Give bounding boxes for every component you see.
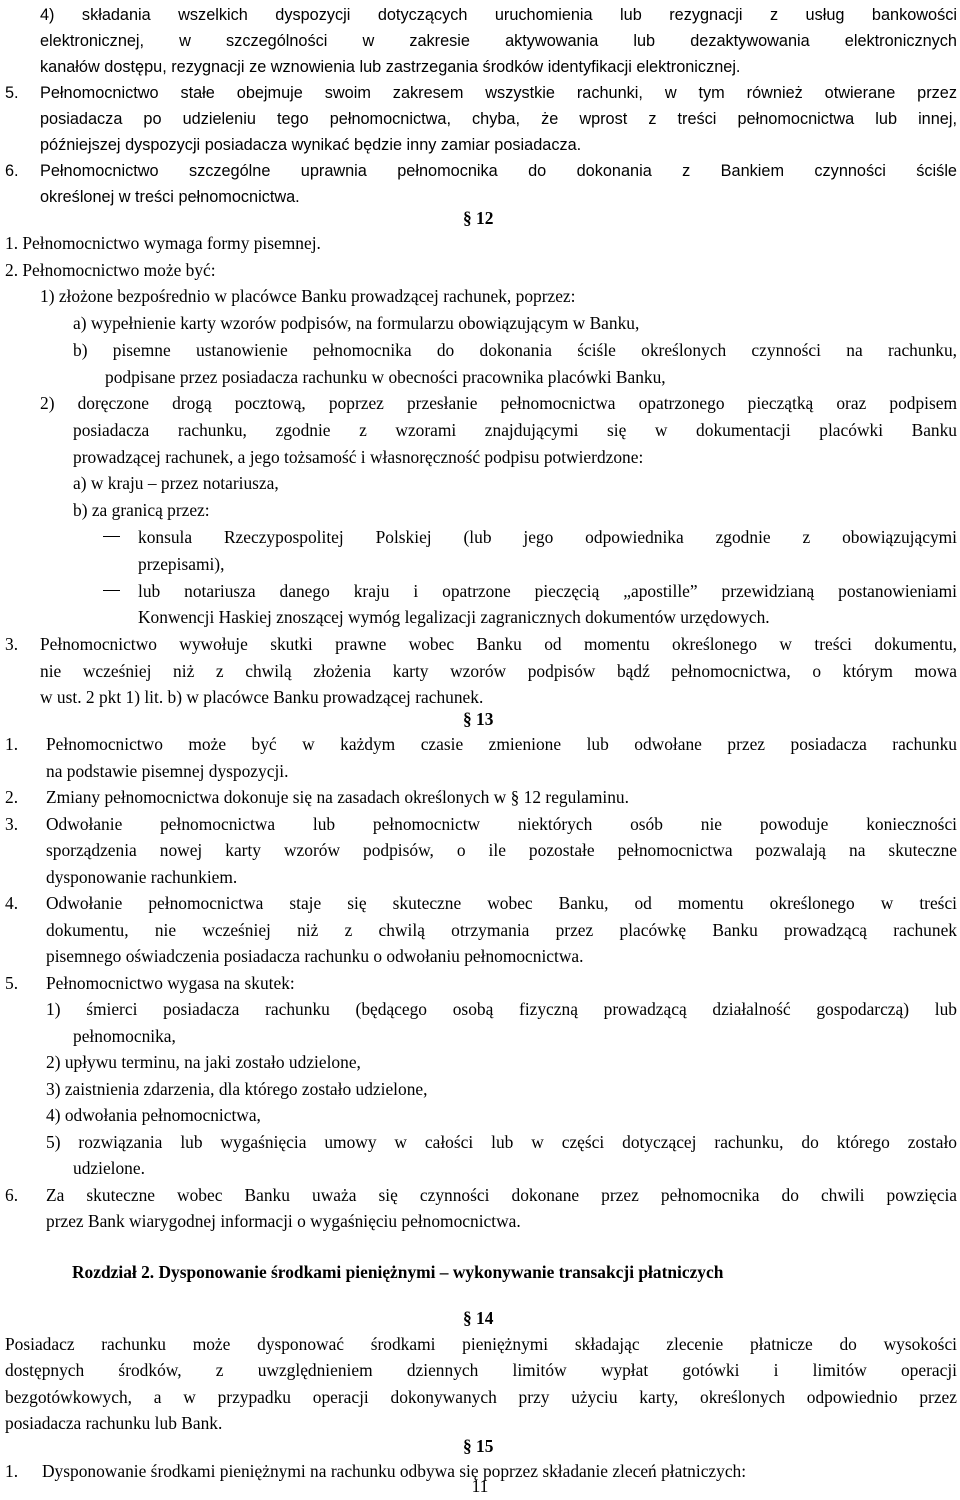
s13-item-5-number: 5. — [5, 973, 19, 993]
s12-item-2: 2. Pełnomocnictwo może być: — [5, 260, 216, 280]
s12-item-3-line-1: Pełnomocnictwo wywołuje skutki prawne wobec Banku od momentu określonego w treści dokumentu, — [40, 634, 957, 654]
item-6-line-2: określonej w treści pełnomocnictwa. — [40, 188, 300, 206]
s12-dash-1-line-2: przepisami), — [138, 554, 225, 574]
para-top-line-3: kanałów dostępu, rezygnacji ze wznowienia lub zastrzegania środków identyfikacji elektronicznej. — [40, 58, 741, 76]
s12-item-1: 1. Pełnomocnictwo wymaga formy pisemnej. — [5, 233, 321, 253]
s13-item-5-1-line-1: 1) śmierci posiadacza rachunku (będącego osobą fizyczną prowadzącą działalność gospodarczą) lub — [46, 999, 957, 1019]
para-top-line-1: 4) składania wszelkich dyspozycji dotyczących uruchomienia lub rezygnacji z usług bankowości — [40, 6, 957, 24]
s13-item-4-number: 4. — [5, 893, 19, 913]
s13-item-5-4: 4) odwołania pełnomocnictwa, — [46, 1105, 261, 1125]
section-14-heading: § 14 — [463, 1308, 494, 1328]
s13-item-6-line-1: Za skuteczne wobec Banku uważa się czynności dokonane przez pełnomocnika do chwili powzięcia — [46, 1185, 957, 1205]
s13-item-3-line-2: sporządzenia nowej karty wzorów podpisów, o ile pozostałe pełnomocnictwa pozwalają na skuteczne — [46, 840, 957, 860]
section-sign-icon: § — [510, 787, 520, 807]
s13-item-5-5-line-2: udzielone. — [73, 1158, 145, 1178]
s12-dash-2-line-2: Konwencji Haskiej znoszącej wymóg legalizacji zagranicznych dokumentów urzędowych. — [138, 607, 770, 627]
dash-bullet-1 — [103, 536, 120, 537]
item-5-number: 5. — [5, 84, 19, 102]
s14-line-1: Posiadacz rachunku może dysponować środkami pieniężnymi składając zlecenie płatnicze do wysokości — [5, 1334, 957, 1354]
s13-item-6-number: 6. — [5, 1185, 19, 1205]
s12-item-2-1-a: a) wypełnienie karty wzorów podpisów, na formularzu obowiązującym w Banku, — [73, 313, 640, 333]
s12-item-3-line-2: nie wcześniej niż z chwilą złożenia karty wzorów podpisów bądź pełnomocnictwa, o którym mowa — [40, 661, 957, 681]
s14-line-3: bezgotówkowych, a w przypadku operacji dokonywanych przy użyciu karty, określonych odpowiednio przez — [5, 1387, 957, 1407]
s12-item-2-2-line-3: prowadzącej rachunek, a jego tożsamość i własnoręczność podpisu potwierdzone: — [73, 447, 644, 467]
s13-item-6-line-2: przez Bank wiarygodnej informacji o wygaśnięciu pełnomocnictwa. — [46, 1211, 521, 1231]
s13-item-3-number: 3. — [5, 814, 19, 834]
s12-item-3-number: 3. — [5, 634, 19, 654]
s13-item-1-number: 1. — [5, 734, 19, 754]
item-5-line-2: posiadacza po udzieleniu tego pełnomocnictwa, chyba, że wprost z treści pełnomocnictwa lub innej, — [40, 110, 957, 128]
s15-item-1-line-1: Dysponowanie środkami pieniężnymi na rachunku odbywa się poprzez składanie zleceń płatniczych: — [42, 1461, 747, 1481]
s13-item-4-line-3: pisemnego oświadczenia posiadacza rachunku o odwołaniu pełnomocnictwa. — [46, 946, 584, 966]
section-13-heading: § 13 — [463, 709, 494, 729]
s12-item-2-1-b-line-1: b) pisemne ustanowienie pełnomocnika do dokonania ściśle określonych czynności na rachunku, — [73, 340, 957, 360]
section-15-heading: § 15 — [463, 1436, 494, 1456]
item-6-number: 6. — [5, 162, 19, 180]
s12-item-2-1-b-line-2: podpisane przez posiadacza rachunku w obecności pracownika placówki Banku, — [105, 367, 666, 387]
s13-item-3-line-1: Odwołanie pełnomocnictwa lub pełnomocnictw niektórych osób nie powoduje konieczności — [46, 814, 957, 834]
s13-item-1-line-1: Pełnomocnictwo może być w każdym czasie zmienione lub odwołane przez posiadacza rachunku — [46, 734, 957, 754]
s13-item-5-3: 3) zaistnienia zdarzenia, dla którego zostało udzielone, — [46, 1079, 428, 1099]
s13-item-4-line-1: Odwołanie pełnomocnictwa staje się skuteczne wobec Banku, od momentu określonego w treści — [46, 893, 957, 913]
s12-dash-2-line-1: lub notariusza danego kraju i opatrzone pieczęcią „apostille” przewidzianą postanowieniami — [138, 581, 957, 601]
s12-item-2-2-b: b) za granicą przez: — [73, 500, 210, 520]
s13-item-2-number: 2. — [5, 787, 19, 807]
s14-line-2: dostępnych środków, z uwzględnieniem dziennych limitów wypłat gotówki i limitów operacji — [5, 1360, 957, 1380]
s12-item-3-line-3: w ust. 2 pkt 1) lit. b) w placówce Banku prowadzącej rachunek. — [40, 687, 484, 707]
s13-item-1-line-2: na podstawie pisemnej dyspozycji. — [46, 761, 289, 781]
section-12-heading: § 12 — [463, 208, 494, 228]
s13-item-5-5-line-1: 5) rozwiązania lub wygaśnięcia umowy w całości lub w części dotyczącej rachunku, do którego zostało — [46, 1132, 957, 1152]
s13-item-4-line-2: dokumentu, nie wcześniej niż z chwilą otrzymania przez placówkę Banku prowadzącą rachunek — [46, 920, 957, 940]
s15-item-1-number: 1. — [5, 1461, 19, 1481]
s12-item-2-2-line-1: 2) doręczone drogą pocztową, poprzez przesłanie pełnomocnictwa opatrzonego pieczątką oraz podpisem — [40, 393, 957, 413]
s12-item-2-1: 1) złożone bezpośrednio w placówce Banku prowadzącej rachunek, poprzez: — [40, 286, 576, 306]
item-6-line-1: Pełnomocnictwo szczególne uprawnia pełnomocnika do dokonania z Bankiem czynności ściśle — [40, 162, 957, 180]
item-5-line-1: Pełnomocnictwo stałe obejmuje swoim zakresem wszystkie rachunki, w tym również otwierane przez — [40, 84, 957, 102]
dash-bullet-2 — [103, 590, 120, 591]
s13-item-5-line-1: Pełnomocnictwo wygasa na skutek: — [46, 973, 295, 993]
s14-line-4: posiadacza rachunku lub Bank. — [5, 1413, 223, 1433]
chapter-title: Rozdział 2. Dysponowanie środkami pieniężnymi – wykonywanie transakcji płatniczych — [72, 1262, 724, 1282]
s12-item-2-2-line-2: posiadacza rachunku, zgodnie z wzorami znajdującymi się w dokumentacji placówki Banku — [73, 420, 957, 440]
s12-item-2-2-a: a) w kraju – przez notariusza, — [73, 473, 279, 493]
page-number: 11 — [471, 1476, 489, 1496]
s13-item-5-1-line-2: pełnomocnika, — [73, 1026, 176, 1046]
item-5-line-3: późniejszej dyspozycji posiadacza wynikać będzie inny zamiar posiadacza. — [40, 136, 582, 154]
para-top-line-2: elektronicznej, w szczególności w zakresie aktywowania lub dezaktywowania elektronicznych — [40, 32, 957, 50]
s13-item-3-line-3: dysponowanie rachunkiem. — [46, 867, 238, 887]
s13-item-5-2: 2) upływu terminu, na jaki zostało udzielone, — [46, 1052, 361, 1072]
s12-dash-1-line-1: konsula Rzeczypospolitej Polskiej (lub jego odpowiednika zgodnie z obowiązującymi — [138, 527, 957, 547]
s13-item-2-line-1: Zmiany pełnomocnictwa dokonuje się na zasadach określonych w § 12 regulaminu. — [46, 787, 629, 807]
